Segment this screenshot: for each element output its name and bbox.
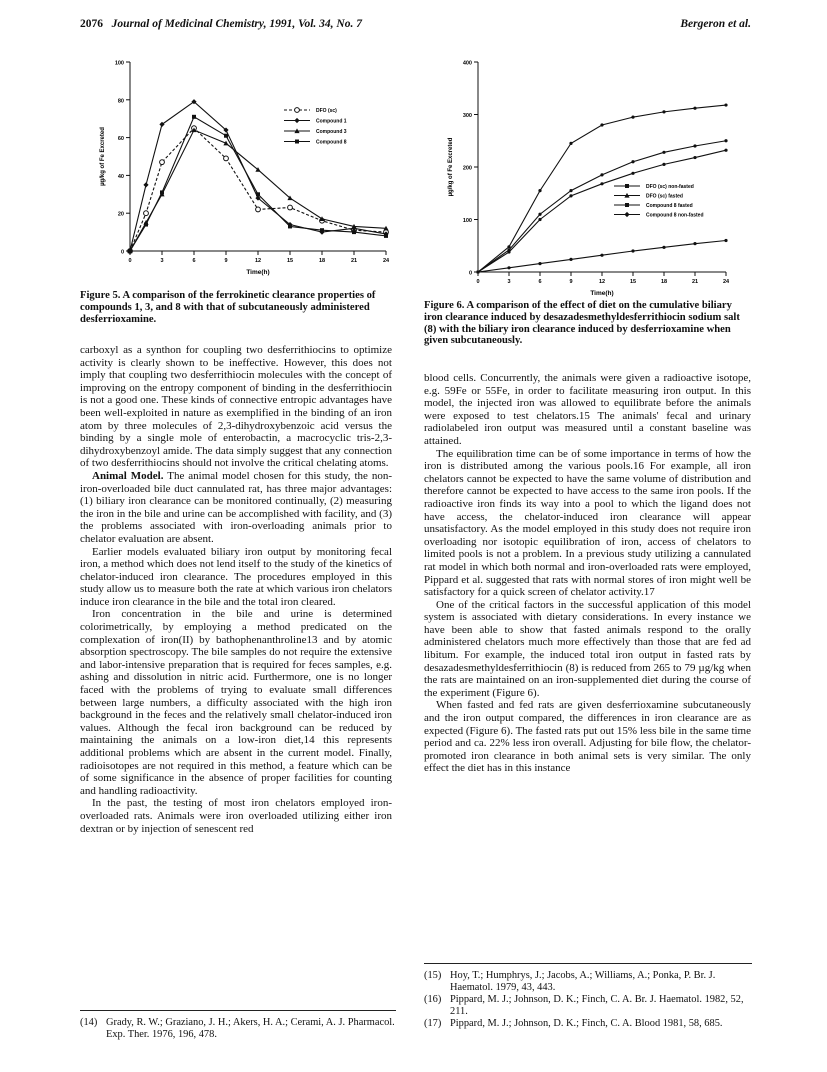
data-point xyxy=(160,190,164,194)
footnotes-right xyxy=(424,963,752,1031)
data-point xyxy=(625,184,629,188)
legend-label: Compound 8 xyxy=(316,139,347,146)
data-point xyxy=(476,270,479,273)
data-point xyxy=(144,223,148,227)
x-axis-label: Time(h) xyxy=(590,290,614,297)
legend-entry xyxy=(614,184,694,190)
x-tick-label: 3 xyxy=(507,279,511,285)
paragraph: Iron concentration in the bile and urine is determined colorimetrically, by employing a method predicated on the complexation of iron(II) by bathophenanthroline13 and by atomic absorption spectroscopy. The bile samples do not require the extensive and labor-intensive preparation that is required for feces samples, e.g. ashing and dissolution in nitric acid. Furthermore, one is no longer faced with the problems of trying to evaluate small differences between large numbers, a difficulty associated with the high iron background in the feces and the relatively small chelator-induced iron values. Although the fecal iron background can be reduced by maintaining the animals on a low-iron diet,14 this represents additional problems which are absent in the current model. Finally, radioisotopes are not required in this method, a feature which can be of some significance in the absence of proper facilities for counting and handling radioactivity. xyxy=(80,608,392,797)
figure-6-caption xyxy=(424,300,752,347)
y-tick-label: 40 xyxy=(117,173,124,180)
data-point xyxy=(624,212,629,217)
paragraph: One of the critical factors in the successful application of this model system is associated with dietary considerations. In every instance we have been able to show that fasted animals respond to the orally administered chelators much more effectively than those that are fed ad libitum. For example, the induced total iron output in fasted rats by desazadesmethyldesferrithiocin (8) is reduced from 265 to 79 µg/kg when the rats are maintained on an iron-supplemented diet during the course of the experiment (Figure 6). xyxy=(424,598,751,699)
legend-label: Compound 3 xyxy=(316,129,347,135)
data-point xyxy=(256,207,261,212)
paragraph: The equilibration time can be of some importance in terms of how the iron is distributed among the various pools.16 For example, all iron chelators cannot be expected to have the same volume of distribution and therefore cannot be expected to have access to the same iron pools. If the radioactive iron finds its way into a pool to which the ligand does not have access, the chelator-induced iron clearance will appear unsatisfactory. As the model employed in this study does not require iron overloading nor isotopic equilibration of iron, access of chelators to limited pools is not a problem. In a previous study utilizing a cannulated rat model in which both normal and iron-overloaded rats were employed, Pippard et al. suggested that rats with normal stores of iron might well be satisfactory for a quick screen of chelator activity.17 xyxy=(424,447,751,599)
data-point xyxy=(631,249,634,252)
x-tick-label: 24 xyxy=(382,258,390,264)
figure-5-caption-text: A comparison of the ferrokinetic clearance properties of compounds 1, 3, and 8 with that of subcutaneously administered desferrioxamine. xyxy=(80,290,376,325)
journal-name: Journal of Medicinal Chemistry, 1991, Vol. 34, No. 7 xyxy=(111,18,362,30)
y-tick-label: 0 xyxy=(468,270,472,277)
data-point xyxy=(507,266,510,269)
data-point xyxy=(256,192,260,196)
data-point xyxy=(294,118,299,123)
x-tick-label: 3 xyxy=(160,258,164,264)
x-tick-label: 15 xyxy=(629,279,637,285)
data-point xyxy=(538,218,541,221)
data-point xyxy=(662,246,665,249)
data-point xyxy=(724,139,727,142)
series-line xyxy=(130,130,386,251)
data-point xyxy=(384,234,388,238)
data-point xyxy=(538,189,541,192)
data-point xyxy=(538,213,541,216)
data-point xyxy=(288,205,293,210)
data-point xyxy=(569,258,572,261)
reference-item: (17) Pippard, M. J.; Johnson, D. K.; Finch, C. A. Blood 1981, 58, 685. xyxy=(424,1018,723,1030)
legend-entry xyxy=(614,203,693,209)
y-axis-label: µg/kg of Fe Excreted xyxy=(448,137,454,197)
x-tick-label: 18 xyxy=(660,279,668,285)
page-number: 2076 xyxy=(80,18,103,30)
author-names: Bergeron et al. xyxy=(680,18,751,30)
data-point xyxy=(631,160,634,163)
data-point xyxy=(724,103,727,106)
figure-5-chart xyxy=(84,52,404,284)
y-tick-label: 400 xyxy=(462,60,472,67)
data-point xyxy=(631,172,634,175)
legend-label: DFO (sc) non-fasted xyxy=(646,184,694,190)
legend-entry xyxy=(284,108,337,114)
x-tick-label: 6 xyxy=(192,258,196,264)
y-tick-label: 100 xyxy=(114,60,124,67)
x-axis-label: Time(h) xyxy=(246,269,270,276)
figure-6-chart xyxy=(424,52,754,298)
x-tick-label: 9 xyxy=(569,279,573,285)
data-point xyxy=(507,248,510,251)
footnotes-left xyxy=(80,1010,396,1041)
x-tick-label: 21 xyxy=(691,279,699,285)
data-point xyxy=(693,144,696,147)
data-point xyxy=(600,182,603,185)
left-column xyxy=(80,344,392,835)
data-point xyxy=(569,142,572,145)
data-point xyxy=(192,115,196,119)
data-point xyxy=(160,160,165,165)
figure-6-label: Figure 6. xyxy=(424,300,465,311)
x-tick-label: 24 xyxy=(722,279,730,285)
series-line xyxy=(130,128,386,251)
y-tick-label: 300 xyxy=(462,113,472,119)
series-3 xyxy=(127,127,388,253)
paragraph: Animal Model. The animal model chosen for this study, the non-iron-overloaded bile duct cannulated rat, has three major advantages: (1) biliary iron clearance can be monitored continually, (2) measuring the iron in the bile and urine can be accomplished with facility, and (3) the problems associated with iron-overloading animals prior to chelator evaluation are absent. xyxy=(80,469,392,545)
data-point xyxy=(143,182,148,187)
data-point xyxy=(600,254,603,257)
data-point xyxy=(600,173,603,176)
data-point xyxy=(538,262,541,265)
y-tick-label: 20 xyxy=(117,211,124,218)
data-point xyxy=(600,123,603,126)
y-tick-label: 200 xyxy=(462,165,472,172)
legend-label: Compound 1 xyxy=(316,118,347,125)
data-point xyxy=(693,107,696,110)
paragraph: In the past, the testing of most iron chelators employed iron-overloaded rats. Animals were iron overloaded utilizing either iron dextran or by injection of senescent red xyxy=(80,797,392,835)
x-tick-label: 12 xyxy=(598,279,606,285)
running-header xyxy=(80,18,751,34)
data-point xyxy=(662,163,665,166)
data-point xyxy=(662,151,665,154)
reference-item: (14) Grady, R. W.; Graziano, J. H.; Akers, H. A.; Cerami, A. J. Pharmacol. Exp. Ther. 1976, 196, 478. xyxy=(80,1017,395,1040)
y-tick-label: 80 xyxy=(117,98,124,105)
legend-entry xyxy=(284,128,347,135)
x-tick-label: 12 xyxy=(254,258,262,264)
data-point xyxy=(295,140,299,144)
legend-label: DFO (sc) xyxy=(316,108,337,114)
legend-entry xyxy=(284,140,347,146)
data-point xyxy=(224,156,229,161)
data-point xyxy=(693,242,696,245)
data-point xyxy=(288,224,292,228)
legend-entry xyxy=(614,193,683,200)
paragraph: carboxyl as a synthon for coupling two desferrithiocins to optimize activity is clearly shown to be ineffective. However, this does not imply that coupling two desferrithiocin molecules with the concept of improving on the entropy component of binding in the desferrithiocin is not a good one. These kinds of connective entropic advantages have been well-exploited in nature as exemplified in the binding of an iron atom by three molecules of 2,3-dihydroxybenzoic acid versus the binding by a single mole of enterobactin, a macrocyclic tris-2,3-dihydroxybenzoyl amide. The data simply suggest that any connection of two desferrithiocins should not involve the critical chelating atoms. xyxy=(80,344,392,470)
data-point xyxy=(352,230,356,234)
y-tick-label: 60 xyxy=(117,136,124,143)
data-point xyxy=(320,228,324,232)
reference-item: (16) Pippard, M. J.; Johnson, D. K.; Finch, C. A. Br. J. Haematol. 1982, 52, 211. xyxy=(424,994,744,1017)
y-tick-label: 0 xyxy=(120,249,124,256)
paragraph: When fasted and fed rats are given desferrioxamine subcutaneously and the iron output compared, the differences in iron clearance are as expected (Figure 6). The fasted rats put out 15% less bile in the same time period and ca. 22% less iron overall. Adjusting for bile flow, the chelator-promoted iron clearance in both animal sets is very similar. The only effect the diet has in this instance xyxy=(424,699,751,775)
x-tick-label: 18 xyxy=(318,258,326,264)
data-point xyxy=(662,110,665,113)
data-point xyxy=(507,245,510,248)
x-tick-label: 9 xyxy=(224,258,228,264)
data-point xyxy=(724,239,727,242)
x-tick-label: 15 xyxy=(286,258,294,264)
data-point xyxy=(631,116,634,119)
x-tick-label: 0 xyxy=(476,279,480,285)
data-point xyxy=(295,108,300,113)
series-1 xyxy=(128,126,389,254)
y-tick-label: 100 xyxy=(462,218,472,224)
paragraph: blood cells. Concurrently, the animals were given a radioactive isotope, e.g. 59Fe or 55Fe, in order to facilitate measuring iron output. In this model, the injected iron was allowed to equilibrate before the animals were exposed to test chelators.15 The animals' fecal and urinary radiolabeled iron output was measured until a constant baseline was attained. xyxy=(424,372,751,447)
legend-label: Compound 8 non-fasted xyxy=(646,212,704,219)
paragraph: Earlier models evaluated biliary iron output by monitoring fecal iron, a method which does not lend itself to the study of the kinetics of chelator-induced iron clearance. The procedures employed in this study allow us to measure both the rate at which various iron chelators induce iron clearance in the bile and the total iron cleared. xyxy=(80,545,392,608)
legend-label: Compound 8 fasted xyxy=(646,203,693,209)
data-point xyxy=(569,194,572,197)
legend-label: DFO (sc) fasted xyxy=(646,193,683,200)
figure-5-label: Figure 5. xyxy=(80,290,121,301)
series-line xyxy=(130,117,386,251)
y-axis-label: µg/kg of Fe Excreted xyxy=(100,127,106,186)
data-point xyxy=(625,203,629,207)
section-heading: Animal Model. xyxy=(92,469,164,482)
x-tick-label: 0 xyxy=(128,258,132,264)
data-point xyxy=(144,211,149,216)
series-2 xyxy=(127,99,388,254)
data-point xyxy=(128,249,132,253)
legend-entry xyxy=(614,212,704,219)
data-point xyxy=(724,149,727,152)
data-point xyxy=(693,156,696,159)
figure-6-caption-text: A comparison of the effect of diet on the cumulative biliary iron clearance induced by desazadesmethyldesferrithiocin sodium salt (8) with the biliary iron clearance induced by desferrioxamine when given subcutaneously. xyxy=(424,300,740,347)
x-tick-label: 21 xyxy=(350,258,358,264)
legend-entry xyxy=(284,118,347,125)
figure-5-caption xyxy=(80,290,396,325)
reference-item: (15) Hoy, T.; Humphrys, J.; Jacobs, A.; Williams, A.; Ponka, P. Br. J. Haematol. 1979, 43, 443. xyxy=(424,970,716,993)
data-point xyxy=(224,134,228,138)
data-point xyxy=(569,189,572,192)
right-column xyxy=(424,372,751,775)
x-tick-label: 6 xyxy=(538,279,542,285)
